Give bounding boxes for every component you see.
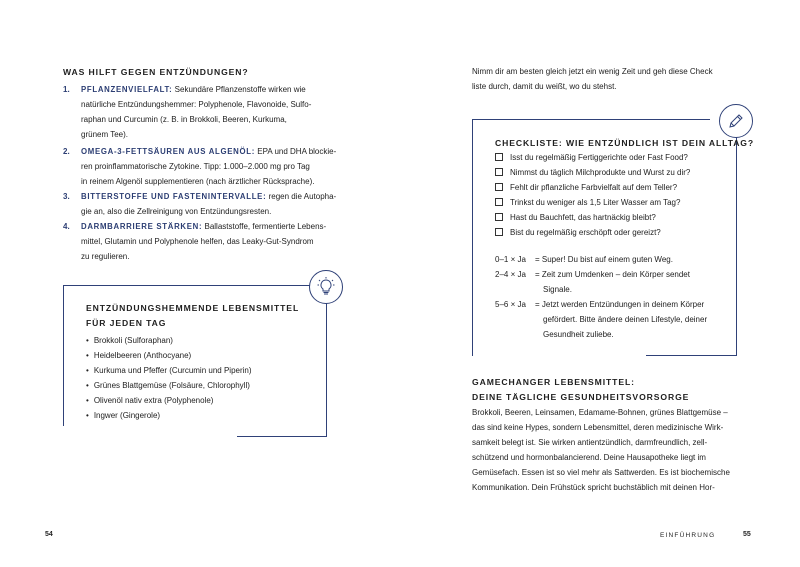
body-line: Brokkoli, Beeren, Leinsamen, Edamame-Bohnen, grünes Blattgemüse – — [472, 408, 728, 417]
result-text: = Zeit zum Umdenken – dein Körper sendet — [535, 270, 690, 279]
checklist-border-top — [472, 119, 710, 120]
page-number-right: 55 — [743, 531, 751, 538]
tip-text: in reinem Algenöl supplementieren (nach ärztlicher Rücksprache). — [81, 177, 315, 186]
result-text: = Jetzt werden Entzündungen in deinem Körper — [535, 300, 705, 309]
food-item: • Grünes Blattgemüse (Folsäure, Chlorophyll) — [86, 378, 252, 393]
gamechanger-heading-2: DEINE TÄGLICHE GESUNDHEITSVORSORGE — [472, 392, 690, 402]
checklist-item[interactable] — [495, 210, 690, 225]
lightbulb-icon — [317, 277, 335, 297]
pencil-icon — [727, 112, 745, 130]
intro-text — [472, 64, 772, 94]
checklist-item[interactable] — [495, 225, 690, 240]
body-line: Kommunikation. Dein Frühstück spricht buchstäblich mit deinen Hor- — [472, 483, 715, 492]
tip-item-4 — [63, 219, 363, 264]
checklist-item-label: Fehlt dir pflanzliche Farbvielfalt auf dem Teller? — [510, 183, 678, 192]
checklist-item-label: Nimmst du täglich Milchprodukte und Wurst zu dir? — [510, 168, 691, 177]
result-row — [495, 297, 735, 312]
result-text: Signale. — [543, 285, 572, 294]
page-number-left: 54 — [45, 531, 53, 538]
tip-text: Ballaststoffe, fermentierte Lebens- — [202, 222, 327, 231]
tip-text: gie an, also die Zellreinigung von Entzündungsresten. — [81, 207, 272, 216]
tip-text: Sekundäre Pflanzenstoffe wirken wie — [172, 85, 306, 94]
tip-key: BITTERSTOFFE UND FASTENINTERVALLE: — [81, 192, 267, 201]
tip-number: 1. — [63, 85, 70, 94]
result-text: = Super! Du bist auf einem guten Weg. — [535, 255, 673, 264]
tip-text: regen die Autopha- — [266, 192, 337, 201]
tip-text: EPA und DHA blockie- — [255, 147, 337, 156]
tip-key: PFLANZENVIELFALT: — [81, 85, 173, 94]
tip-number: 2. — [63, 147, 70, 156]
tip-text: ren proinflammatorische Zytokine. Tipp: 1.000–2.000 mg pro Tag — [81, 162, 310, 171]
checklist-item-label: Trinkst du weniger als 1,5 Liter Wasser am Tag? — [510, 198, 681, 207]
checklist-item[interactable] — [495, 150, 690, 165]
checklist-item-label: Bist du regelmäßig erschöpft oder gereizt? — [510, 228, 661, 237]
box-border-left — [63, 286, 64, 426]
box-border-bottom — [237, 436, 327, 437]
result-range: 5–6 × Ja — [495, 300, 526, 309]
food-item: • Kurkuma und Pfeffer (Curcumin und Piperin) — [86, 363, 252, 378]
food-item: • Brokkoli (Sulforaphan) — [86, 333, 252, 348]
checkbox[interactable] — [495, 213, 503, 221]
checklist-item-label: Hast du Bauchfett, das hartnäckig bleibt? — [510, 213, 656, 222]
checkbox[interactable] — [495, 183, 503, 191]
result-text: Gesundheit zuliebe. — [543, 330, 614, 339]
food-list — [86, 333, 252, 423]
checklist-results — [495, 252, 735, 342]
food-item: • Ingwer (Gingerole) — [86, 408, 252, 423]
body-line: Gemüsefach. Essen ist so viel mehr als Sattwerden. Es ist biochemische — [472, 468, 730, 477]
checkbox[interactable] — [495, 228, 503, 236]
tip-number: 4. — [63, 222, 70, 231]
box-border-right — [326, 298, 327, 436]
tip-key: OMEGA-3-FETTSÄUREN AUS ALGENÖL: — [81, 147, 256, 156]
result-range: 2–4 × Ja — [495, 270, 526, 279]
body-line: das sind keine Hypes, sondern Lebensmittel, deren medizinische Wirk- — [472, 423, 724, 432]
checklist-item[interactable] — [495, 195, 690, 210]
checkbox[interactable] — [495, 198, 503, 206]
result-row — [495, 252, 735, 267]
tip-text: natürliche Entzündungshemmer: Polyphenole, Flavonoide, Sulfo- — [81, 100, 312, 109]
checklist-border-bottom — [646, 355, 737, 356]
tip-item-1 — [63, 82, 363, 142]
checklist-item[interactable] — [495, 165, 690, 180]
tip-text: raphan und Curcumin (z. B. in Brokkoli, Beeren, Kurkuma, — [81, 115, 287, 124]
result-range: 0–1 × Ja — [495, 255, 526, 264]
checklist-title: CHECKLISTE: WIE ENTZÜNDLICH IST DEIN ALLTAG? — [495, 138, 755, 148]
checklist-item[interactable] — [495, 180, 690, 195]
food-item: • Heidelbeeren (Anthocyane) — [86, 348, 252, 363]
gamechanger-body — [472, 405, 740, 495]
tip-key: DARMBARRIERE STÄRKEN: — [81, 222, 203, 231]
intro-line: Nimm dir am besten gleich jetzt ein wenig Zeit und geh diese Check — [472, 67, 713, 76]
checklist-border-right — [736, 136, 737, 356]
intro-line: liste durch, damit du weißt, wo du stehst. — [472, 82, 617, 91]
tip-text: zu regulieren. — [81, 252, 130, 261]
chapter-label: EINFÜHRUNG — [660, 532, 716, 539]
pencil-badge — [719, 104, 753, 138]
tip-number: 3. — [63, 192, 70, 201]
body-line: samkeit belegt ist. Sie wirken antientzündlich, darmfreundlich, zell- — [472, 438, 708, 447]
tip-item-3 — [63, 189, 363, 219]
lightbulb-badge — [309, 270, 343, 304]
result-text: gefördert. Bitte ändere deinen Lifestyle, deiner — [543, 315, 708, 324]
gamechanger-heading-1: GAMECHANGER LEBENSMITTEL: — [472, 377, 635, 387]
body-line: schützend und hormonbalancierend. Deine Hausapotheke liegt im — [472, 453, 706, 462]
inflammation-tips-list — [63, 82, 363, 264]
checklist-item-label: Isst du regelmäßig Fertiggerichte oder Fast Food? — [510, 153, 688, 162]
tip-item-2 — [63, 144, 363, 189]
left-heading: WAS HILFT GEGEN ENTZÜNDUNGEN? — [63, 67, 249, 77]
box-title-line2: FÜR JEDEN TAG — [86, 318, 167, 328]
tip-text: grünem Tee). — [81, 130, 128, 139]
box-title-line1: ENTZÜNDUNGSHEMMENDE LEBENSMITTEL — [86, 303, 300, 313]
checklist-items — [495, 150, 690, 240]
checklist-border-left — [472, 119, 473, 356]
box-border-top — [63, 285, 313, 286]
checkbox[interactable] — [495, 153, 503, 161]
food-item: • Olivenöl nativ extra (Polyphenole) — [86, 393, 252, 408]
checkbox[interactable] — [495, 168, 503, 176]
tip-text: mittel, Glutamin und Polyphenole helfen, das Leaky-Gut-Syndrom — [81, 237, 314, 246]
result-row — [495, 267, 735, 282]
